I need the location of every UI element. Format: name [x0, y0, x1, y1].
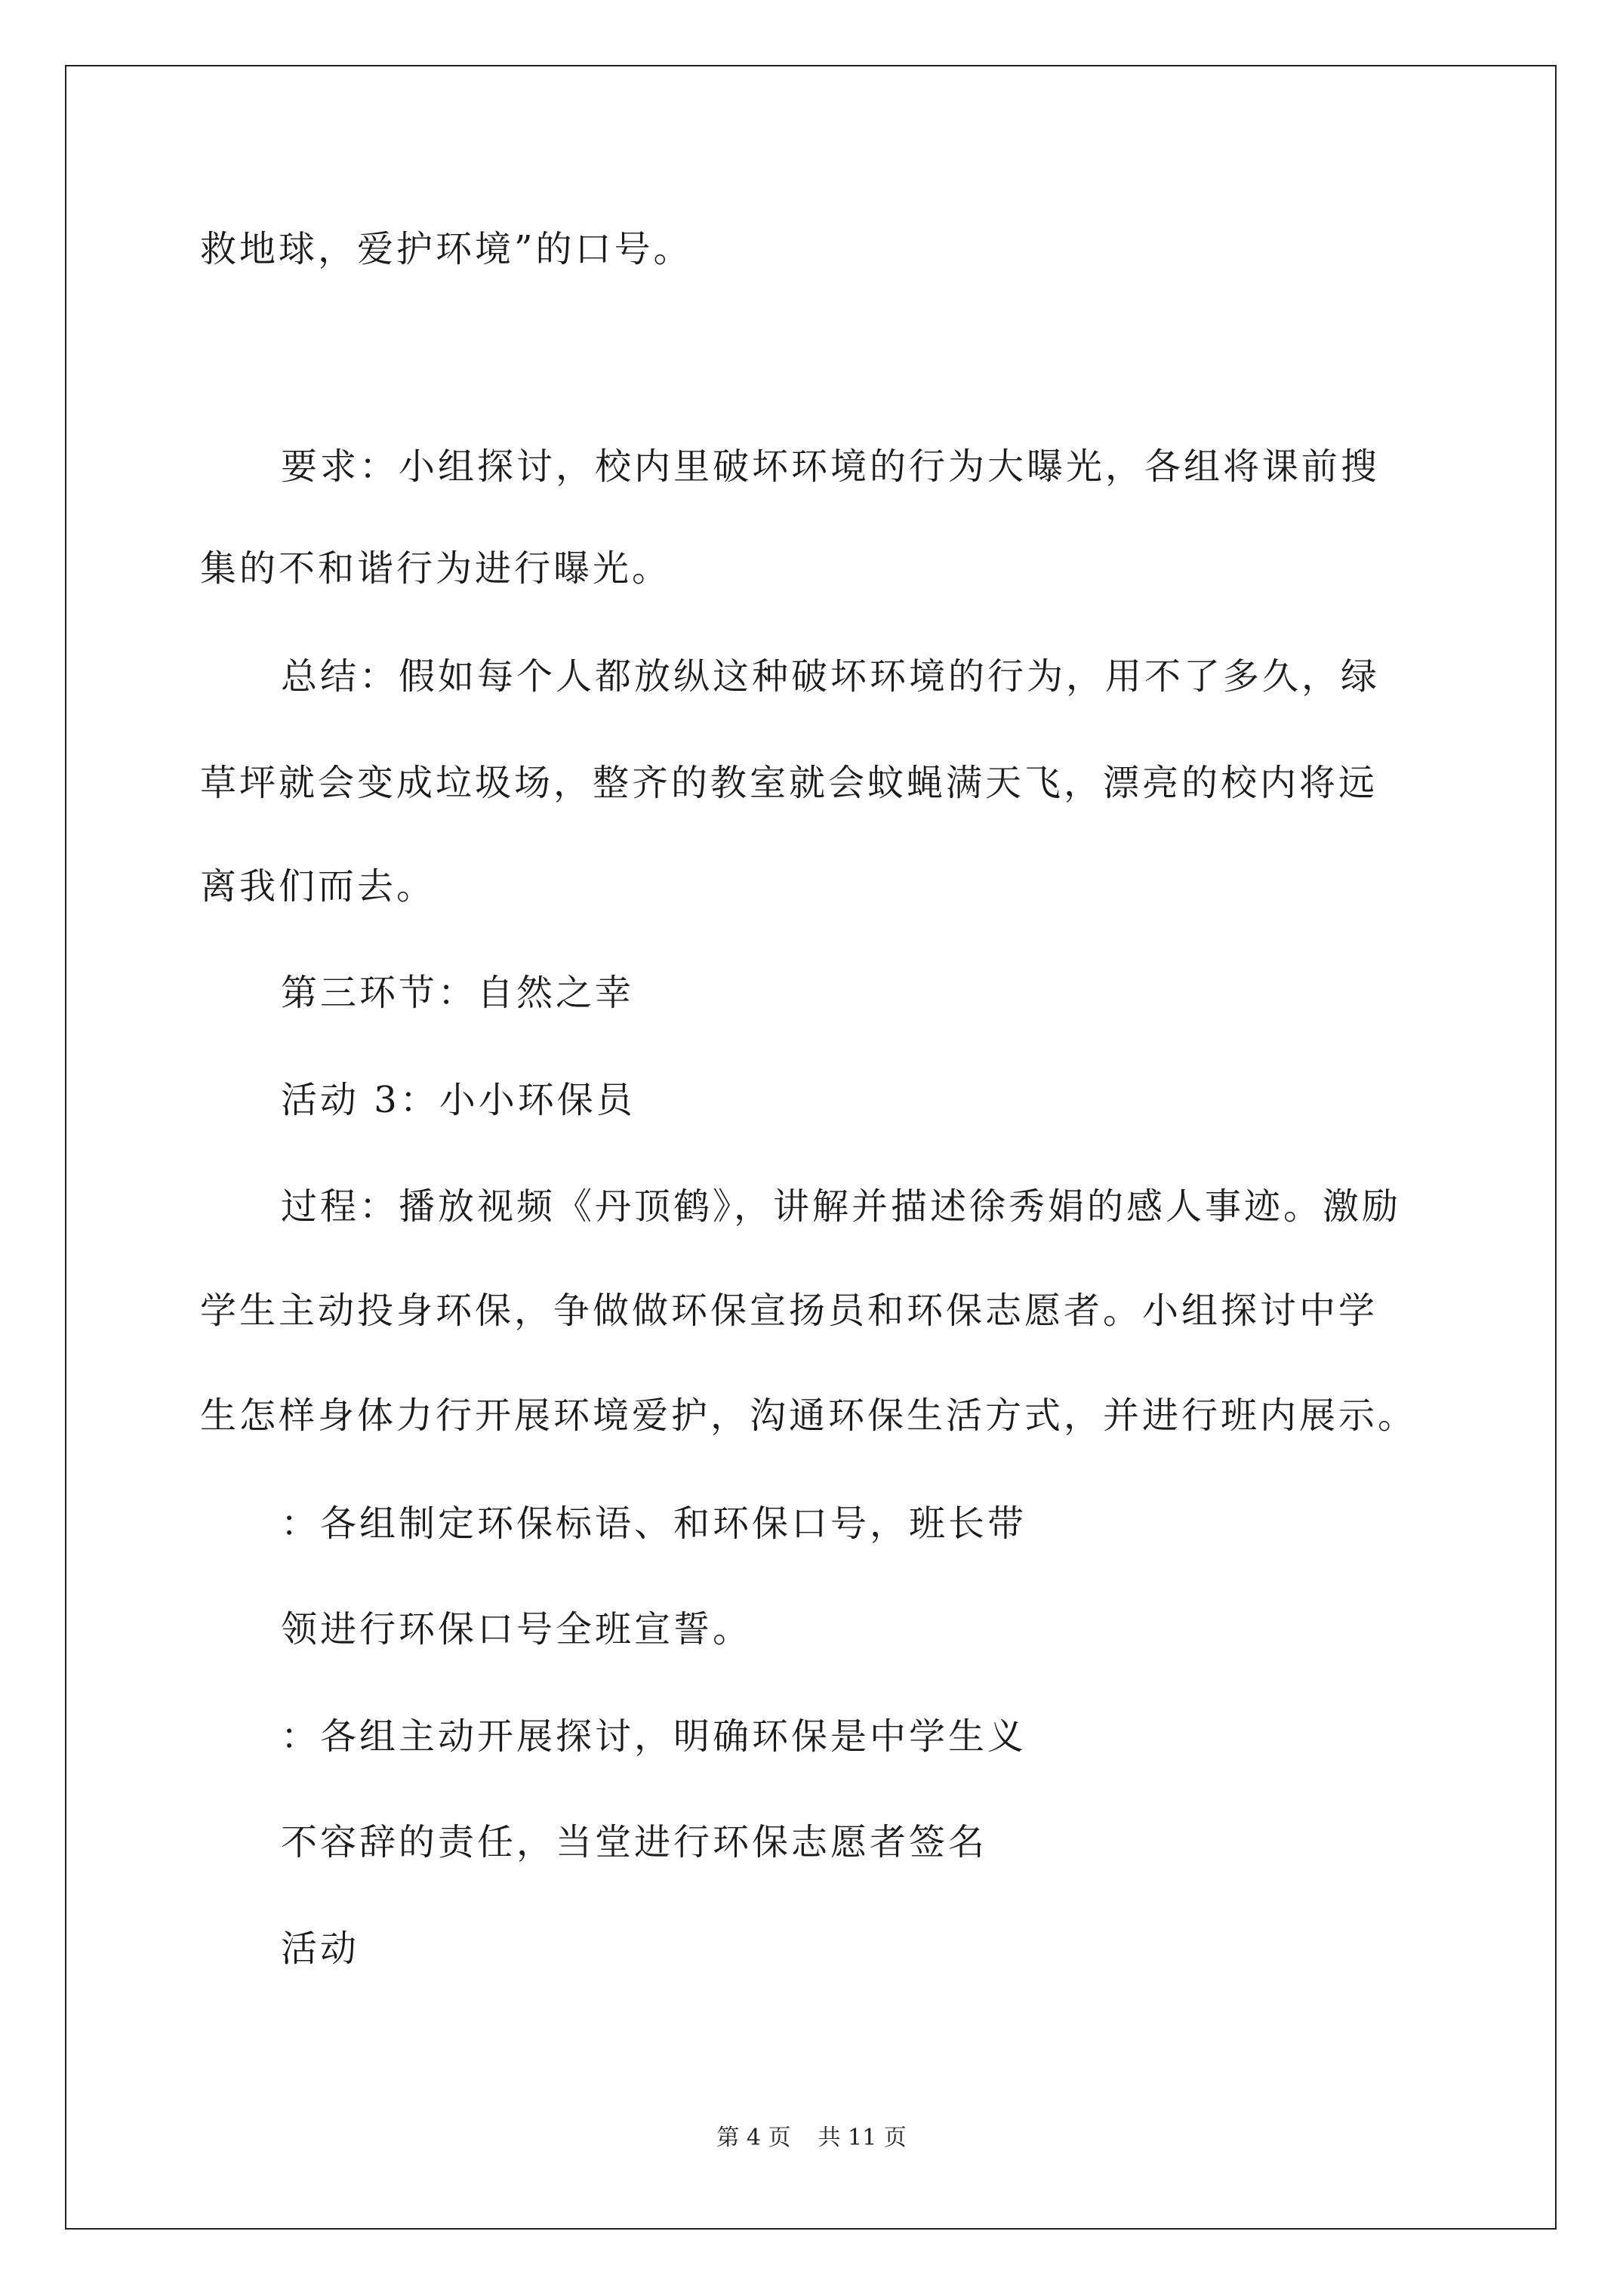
text-line-4: 总结：假如每个人都放纵这种破坏环境的行为，用不了多久，绿 [281, 655, 1381, 698]
text-line-2: 要求：小组探讨，校内里破坏环境的行为大曝光，各组将课前搜 [281, 445, 1381, 488]
text-line-6: 离我们而去。 [200, 865, 436, 908]
text-line-14: ：各组主动开展探讨，明确环保是中学生义 [281, 1715, 1027, 1758]
text-line-1: 救地球，爱护环境”的口号。 [200, 228, 693, 270]
page-number: 第 4 页 [716, 2125, 791, 2151]
text-line-10: 学生主动投身环保，争做做环保宣扬员和环保志愿者。小组探讨中学 [200, 1290, 1378, 1332]
text-line-16: 活动 [281, 1928, 360, 1970]
page-border [65, 65, 1557, 2230]
page-footer [0, 2123, 1623, 2153]
text-line-15: 不容辞的责任，当堂进行环保志愿者签名 [281, 1821, 988, 1863]
text-line-7: 第三环节：自然之幸 [281, 972, 635, 1014]
text-line-9: 过程：播放视频《丹顶鹤》，讲解并描述徐秀娟的感人事迹。激励 [281, 1185, 1402, 1228]
text-line-3: 集的不和谐行为进行曝光。 [200, 547, 672, 590]
text-line-13: 领进行环保口号全班宣誓。 [281, 1608, 753, 1650]
text-line-11: 生怎样身体力行开展环境爱护，沟通环保生活方式，并进行班内展示。 [200, 1395, 1418, 1437]
text-line-5: 草坪就会变成垃圾场，整齐的教室就会蚊蝇满天飞，漂亮的校内将远 [200, 762, 1378, 804]
page-total: 共 11 页 [818, 2125, 907, 2151]
text-line-8: 活动 3：小小环保员 [281, 1079, 636, 1121]
text-line-12: ：各组制定环保标语、和环保口号，班长带 [281, 1502, 1027, 1545]
